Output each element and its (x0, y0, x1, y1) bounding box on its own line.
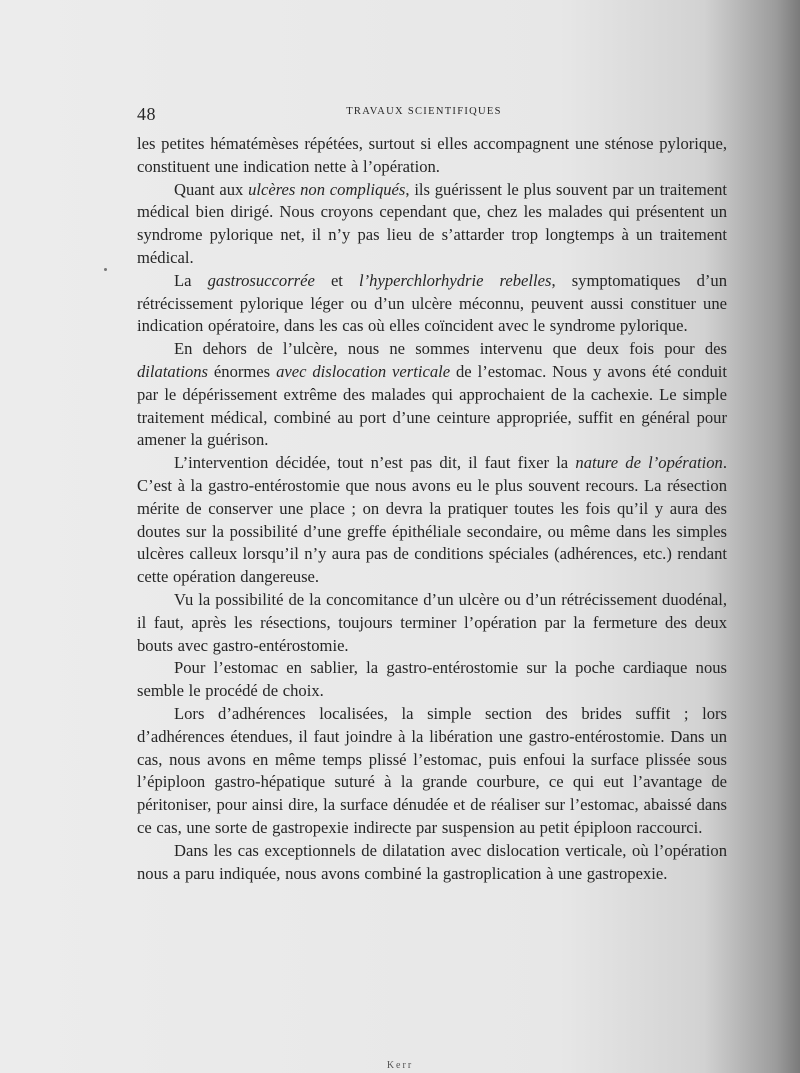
paragraph (137, 133, 727, 179)
text-run: . C’est à la gastro-entérostomie que nous avons eu le plus souvent recours. La résection mérite de conserver une place ; on devra la pratiquer toutes les fois qu’il y aura des doutes sur la possibilité d’une greffe épithéliale secondaire, ou même dans les simples ulcères calleux lorsqu’il n’y aura pas de conditions spéciales (adhérences, etc.) rendant cette opération dangereuse. (137, 453, 727, 587)
paragraph (137, 703, 727, 840)
text-run: Quant aux (174, 179, 249, 199)
text-run: Vu la possibilité de la concomitance d’un ulcère ou d’un rétrécissement duodénal, il faut, après les résections, toujours terminer l’opération par la fermeture des deux bouts avec gastro-entérostomie. (137, 589, 727, 655)
page-number: 48 (137, 104, 156, 124)
italic-text: ulcères non compliqués (248, 179, 406, 199)
text-run: Dans les cas exceptionnels de dilatation avec dislocation verticale, où l’opération nous a paru indiquée, nous avons combiné la gastroplication à une gastropexie. (137, 840, 727, 883)
text-run: , symptomatiques d’un rétrécissement pylorique léger ou d’un ulcère méconnu, peuvent aussi constituer une indication opératoire, dans les cas où elles coïncident avec le syndrome pylorique. (137, 270, 728, 336)
text-run: En dehors de l’ulcère, nous ne sommes intervenu que deux fois pour des (174, 339, 727, 359)
text-run: , ils guérissent le plus souvent par un traitement médical bien dirigé. Nous croyons cependant que, chez les malades qui présentent un syndrome pylorique net, il n’y pas lieu de s’attarder trop longtemps à un traitement médical. (137, 179, 727, 267)
paragraph (137, 179, 727, 270)
body-text (137, 133, 727, 885)
italic-text: avec dislocation verticale (276, 361, 451, 381)
margin-speck (104, 268, 107, 271)
text-run: La (174, 270, 208, 290)
italic-text: dilatations (137, 361, 208, 381)
signature-mark: Kerr (386, 1060, 414, 1071)
text-run: L’intervention décidée, tout n’est pas dit, il faut fixer la (174, 453, 576, 473)
text-run: et (314, 270, 360, 290)
running-title: TRAVAUX SCIENTIFIQUES (346, 106, 502, 117)
text-run: Lors d’adhérences localisées, la simple section des brides suffit ; lors d’adhérences étendues, il faut joindre à la libération une gastro-entérostomie. Dans un cas, nous avons en même temps plissé l’estomac, puis enfoui la surface plissée sous l’épiploon gastro-hépatique suturé à la grande courbure, ce qui eut l’avantage de péritoniser, pour ainsi dire, la surface dénudée et de réaliser sur l’estomac, abaissé dans ce cas, une sorte de gastropexie indirecte par suspension au petit épiploon raccourci. (137, 703, 727, 837)
paragraph (137, 452, 727, 589)
italic-text: l’hyperchlorhydrie rebelles (359, 270, 552, 290)
text-run: les petites hématémèses répétées, surtout si elles accompagnent une sténose pylorique, constituent une indication nette à l’opération. (137, 134, 727, 176)
paragraph (137, 338, 727, 452)
paragraph (137, 657, 727, 703)
italic-text: gastrosuccorrée (207, 270, 315, 290)
paragraph (137, 270, 727, 338)
paragraph (137, 589, 727, 657)
text-run: de l’estomac. Nous y avons été conduit par le dépérissement extrême des malades qui approchaient de la cachexie. Le simple traitement médical, combiné au port d’une ceinture appropriée, suffit en général pour amener la guérison. (137, 361, 728, 450)
text-run: Pour l’estomac en sablier, la gastro-entérostomie sur la poche cardiaque nous semble le procédé de choix. (137, 658, 727, 701)
italic-text: nature de l’opération (575, 453, 723, 473)
text-run: énormes (208, 361, 277, 381)
paragraph (137, 840, 727, 886)
